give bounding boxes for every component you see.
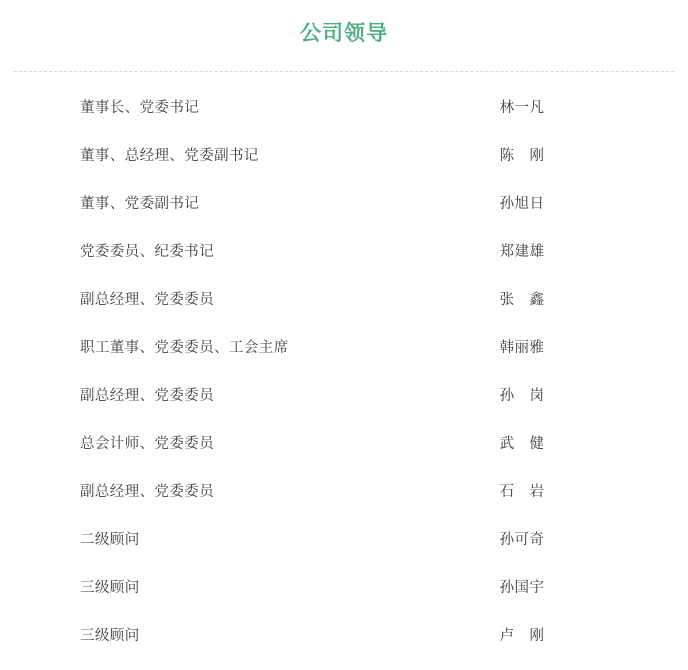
leader-name: 卢 刚 (499, 627, 545, 644)
list-item (0, 274, 688, 322)
list-item (0, 226, 688, 274)
leader-title: 二级顾问 (80, 531, 140, 548)
list-item (0, 178, 688, 226)
leader-title: 副总经理、党委委员 (80, 483, 215, 500)
leader-title: 副总经理、党委委员 (80, 387, 215, 404)
leader-title: 三级顾问 (80, 579, 140, 596)
list-item (0, 370, 688, 418)
leader-name: 孙可奇 (499, 531, 545, 548)
leader-name: 韩丽雅 (499, 339, 545, 356)
leader-title: 三级顾问 (80, 627, 140, 644)
leader-title: 职工董事、党委委员、工会主席 (80, 339, 289, 356)
page-title: 公司领导 (300, 22, 388, 45)
leader-name: 孙旭日 (499, 195, 545, 212)
leader-title: 董事、总经理、党委副书记 (80, 147, 259, 164)
list-item (0, 610, 688, 658)
leader-name: 郑建雄 (499, 243, 545, 260)
leader-name: 孙国宇 (499, 579, 545, 596)
list-item (0, 82, 688, 130)
list-item (0, 418, 688, 466)
list-item (0, 514, 688, 562)
leader-name: 武 健 (499, 435, 545, 452)
leader-title: 副总经理、党委委员 (80, 291, 215, 308)
leader-name: 张 鑫 (499, 291, 545, 308)
leader-list (0, 82, 688, 658)
list-item (0, 130, 688, 178)
leader-title: 董事、党委副书记 (80, 195, 200, 212)
leader-title: 董事长、党委书记 (80, 99, 200, 116)
list-item (0, 322, 688, 370)
leader-name: 孙 岗 (499, 387, 545, 404)
leader-name: 林一凡 (499, 99, 545, 116)
list-item (0, 562, 688, 610)
title-divider (14, 71, 674, 72)
leader-name: 石 岩 (499, 483, 545, 500)
leader-title: 党委委员、纪委书记 (80, 243, 215, 260)
list-item (0, 466, 688, 514)
leader-name: 陈 刚 (499, 147, 545, 164)
leader-title: 总会计师、党委委员 (80, 435, 215, 452)
